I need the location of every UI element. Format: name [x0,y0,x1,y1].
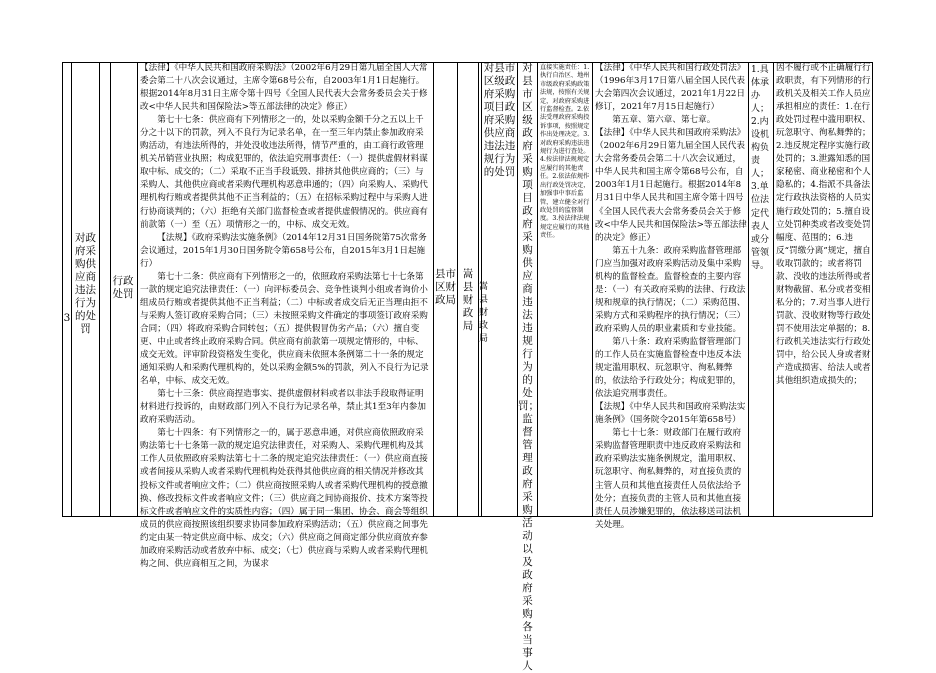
dept-level: 县市区财政局 [435,268,456,306]
item-name: 对政府采购供应商违法行为的处罚 [75,232,96,335]
legal-basis-text: 【法律】《中华人民共和国政府采购法》（2002年6月29日第九届全国人大常委会第二十八次会议通过，主席令第68号公布，自2003年1月1日起施行。根据2014年8月31日主席令第十四号《全国人民代表大会常务委员会关于修改<中华人民共和国保险法>等五部法律的决定》修正） 第七十七条：供应商有下列情形之一的，处以采购金额千分之五以上千分之十以下的罚款，列入不良行为记录名单，在一至三年内禁止参加政府采购活动，有违法所得的，并处没收违法所得，情节严重的，由工商行政管理机关吊销营业执照；构成犯罪的，依法追究刑事责任：（一）提供虚假材料谋取中标、成交的；（二）采取不正当手段诋毁、排挤其他供应商的；（三）与采购人、其他供应商或者采购代理机构恶意串通的；（四）向采购人、采购代理机构行贿或者提供其他不正当利益的；（五）在招标采购过程中与采购人进行协商谈判的；（六）拒绝有关部门监督检查或者提供虚假情况的。供应商有前款第（一）至（五）项情形之一的，中标、成交无效。 【法规】《政府采购法实施条例》（2014年12月31日国务院第75次常务会议通过，2015年1月30日国务院令第658号公布，自2015年3月1日起施行） 第七十二条：供应商有下列情形之一的，依照政府采购法第七十七条第一款的规定追究法律责任：（一）向评标委员会、竞争性谈判小组或者询价小组成员行贿或者提供其他不正当利益；（二）中标或者成交后无正当理由拒不与采购人签订政府采购合同；（三）未按照采购文件确定的事项签订政府采购合同；（四）将政府采购合同转包；（五）提供假冒伪劣产品；（六）擅自变更、中止或者终止政府采购合同。供应商有前款第一项规定情形的，中标、成交无效。评审阶段资格发生变化，供应商未依照本条例第二十一条的规定通知采购人和采购代理机构的，处以采购金额5%的罚款，列入不良行为记录名单，中标、成交无效。 第七十三条：供应商捏造事实、提供虚假材料或者以非法手段取得证明材料进行投诉的，由财政部门列入不良行为记录名单，禁止其1至3年内参加政府采购活动。 第七十四条：有下列情形之一的，属于恶意串通，对供应商依照政府采购法第七十七条第一款的规定追究法律责任，对采购人、采购代理机构及其工作人员依照政府采购法第七十二条的规定追究法律责任：（一）供应商直接或者间接从采购人或者采购代理机构处获得其他供应商的相关情况并修改其投标文件或者响应文件；（二）供应商按照采购人或者采购代理机构的授意撤换、修改投标文件或者响应文件；（三）供应商之间协商报价、技术方案等投标文件或者响应文件的实质性内容；（四）属于同一集团、协会、商会等组织成员的供应商按照该组织要求协同参加政府采购活动；（五）供应商之间事先约定由某一特定供应商中标、成交；（六）供应商之间商定部分供应商放弃参加政府采购活动或者放弃中标、成交；（七）供应商与采购人或者采购代理机构之间、供应商相互之间，为谋求 [140,63,429,569]
power-type: 行政处罚 [112,275,134,300]
row-index: 3 [63,312,71,324]
hidden-column: 嵩县财政局 [479,282,489,344]
implementer: 嵩县财政局 [462,268,474,332]
accountability-basis-text: 【法律】《中华人民共和国行政处罚法》（1996年3月17日第八届全国人民代表大会第四次会议通过，2021年1月22日修订，2021年7月15日起施行） 第五章、第六章、第七章。 【法律】《中华人民共和国政府采购法》（2002年6月29日第九届全国人民代表大会常务委员会第二十八次会议通过，中华人民共和国主席令第68号公布，自2003年1月1日起施行。根据2014年8月31日中华人民共和国主席令第十四号《全国人民代表大会常务委员会关于修改<中华人民共和国保险法>等五部法律的决定》修正） 第五十九条：政府采购监督管理部门应当加强对政府采购活动及集中采购机构的监督检查。监督检查的主要内容是：（一）有关政府采购的法律、行政法规和规章的执行情况；（二）采购范围、采购方式和采购程序的执行情况；（三）政府采购人员的职业素质和专业技能。 第八十条：政府采购监督管理部门的工作人员在实施监督检查中违反本法规定滥用职权、玩忽职守、徇私舞弊的，依法给予行政处分；构成犯罪的，依法追究刑事责任。 【法规】《中华人民共和国政府采购法实施条例》（国务院令2015年第658号） 第七十七条：财政部门在履行政府采购监督管理职责中违反政府采购法和政府采购法实施条例规定，滥用职权、玩忽职守、徇私舞弊的，对直接负责的主管人员和其他直接责任人员依法给予处分；直接负责的主管人员和其他直接责任人员涉嫌犯罪的，依法移送司法机关处理。 [595,63,747,530]
responsibility-item: 对县市区级政府采购项目政府采购供应商违法违规行为的处罚 [483,62,516,178]
accountability-subject: 1.具体承办人；2.内设机构负责人；3.单位法定代表人或分管领导。 [751,65,770,271]
responsibility-notes: 直接实施责任：1.执行自治区、地州市级政府采购政策法规，按照有关规定，对政府采购进行监督检查。2.依法受理政府采购投诉事项，按照规定作出处理决定。3.对政府采购违法违规行为进行查处。4.按法律法规规定应履行的其他责任。2.依法依规作出行政处罚决定，加强事中事后监管，建立健全对行政处罚的监督制度。3.按法律法规规定应履行的其他责任。 [540,64,590,240]
accountability-situations: 因不履行或不正确履行行政职责，有下列情形的行政机关及相关工作人员应承担相应的责任：1.在行政处罚过程中滥用职权、玩忽职守、徇私舞弊的；2.违反规定程序实施行政处罚的；3.泄露知悉的国家秘密、商业秘密和个人隐私的；4.指派不具备法定行政执法资格的人员实施行政处罚的；5.擅自设立处罚种类或者改变处罚幅度、范围的；6.违反“罚缴分离”规定，擅自收取罚款的；或者将罚款、没收的违法所得或者财物截留、私分或者变相私分的；7.对当事人进行罚款、没收财物等行政处罚不使用法定单据的；8.行政机关违法实行行政处罚中，给公民人身或者财产造成损害、给法人或者其他组织造成损失的； [776,63,871,387]
responsibility-subject: 对县市区级政府采购项目政府采购供应商违法违规行为的处罚；监督管理政府采购活动以及政府采购各当事人 [518,62,539,672]
